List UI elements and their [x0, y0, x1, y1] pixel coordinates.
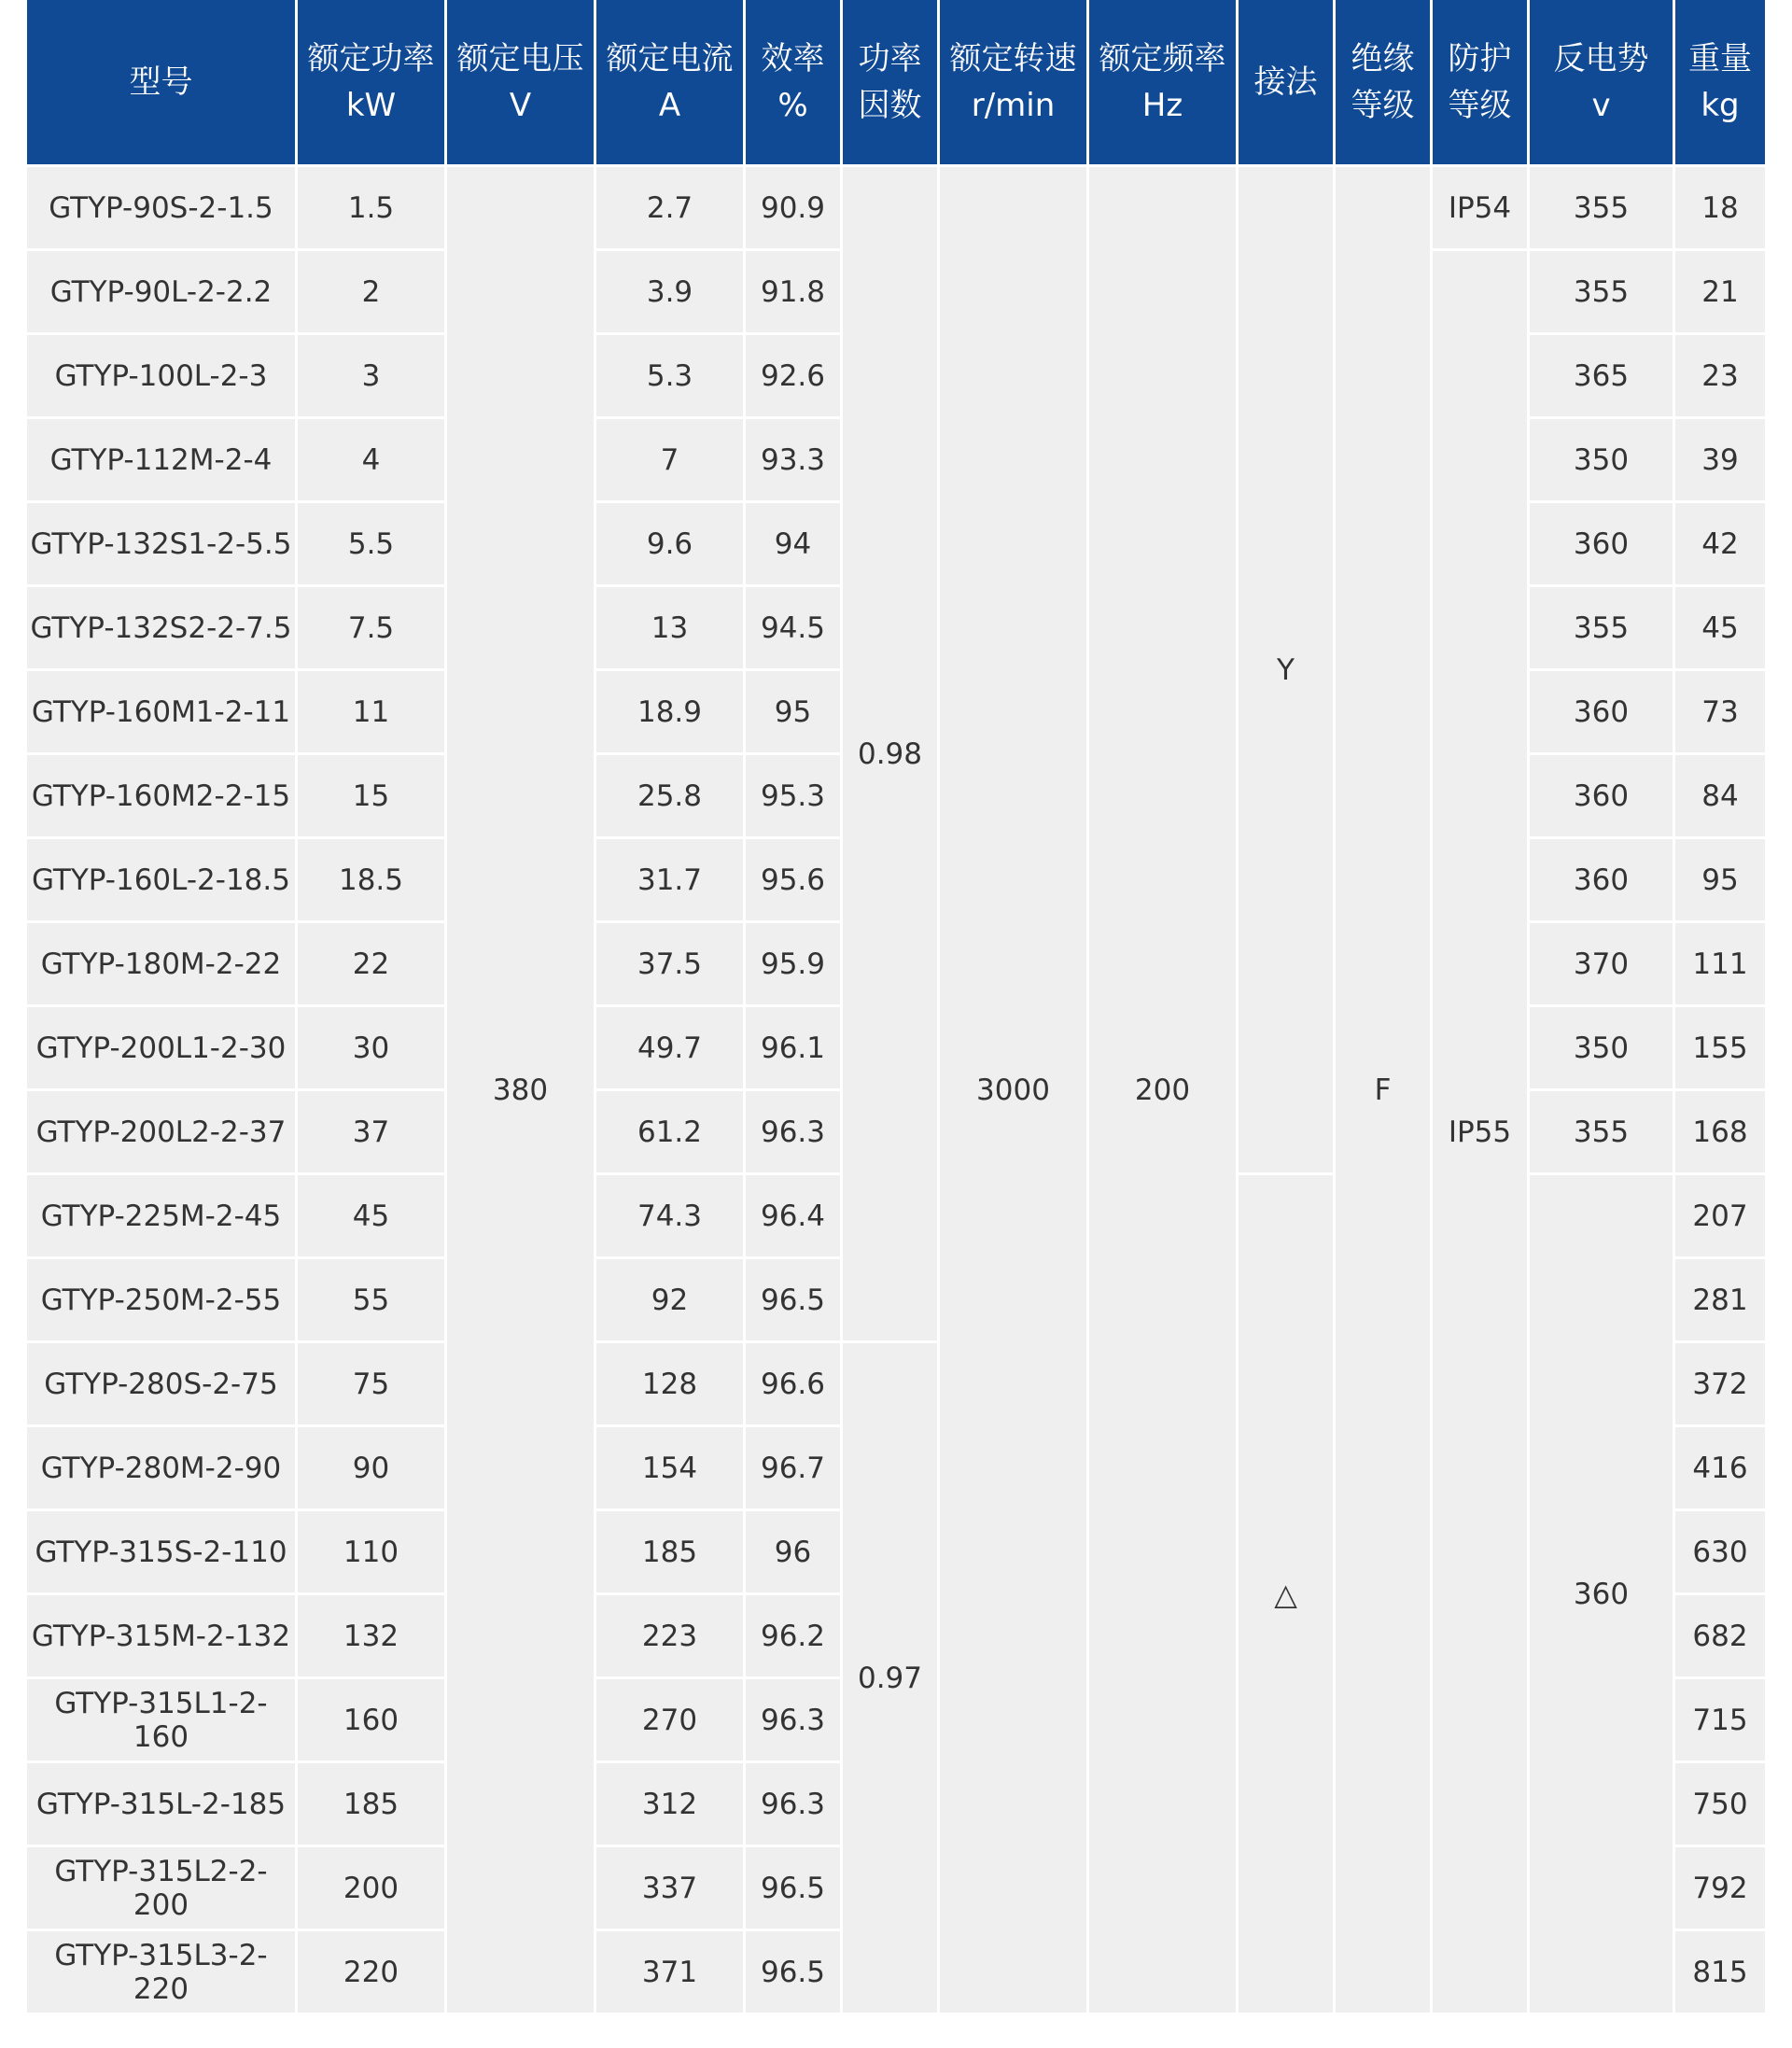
cell-insulation-merged: F — [1336, 164, 1433, 2015]
cell-model: GTYP-315L1-2-160 — [27, 1679, 298, 1763]
cell-power: 75 — [298, 1343, 447, 1427]
cell-back-emf: 355 — [1530, 251, 1675, 335]
cell-model: GTYP-90S-2-1.5 — [27, 164, 298, 251]
cell-efficiency: 96.7 — [746, 1427, 843, 1511]
cell-power: 11 — [298, 671, 447, 755]
cell-efficiency: 91.8 — [746, 251, 843, 335]
cell-weight: 792 — [1675, 1847, 1765, 1931]
header-protection-class: 防护 等级 — [1433, 0, 1530, 164]
cell-model: GTYP-100L-2-3 — [27, 335, 298, 419]
cell-efficiency: 94.5 — [746, 587, 843, 671]
header-rated-frequency: 额定频率 Hz — [1089, 0, 1239, 164]
cell-power: 7.5 — [298, 587, 447, 671]
cell-efficiency: 96.5 — [746, 1847, 843, 1931]
cell-weight: 682 — [1675, 1595, 1765, 1679]
cell-model: GTYP-200L2-2-37 — [27, 1091, 298, 1175]
cell-weight: 84 — [1675, 755, 1765, 839]
header-insulation-class: 绝缘 等级 — [1336, 0, 1433, 164]
cell-weight: 281 — [1675, 1259, 1765, 1343]
cell-weight: 45 — [1675, 587, 1765, 671]
header-connection: 接法 — [1239, 0, 1336, 164]
cell-back-emf: 350 — [1530, 419, 1675, 503]
cell-weight: 111 — [1675, 923, 1765, 1007]
cell-weight: 95 — [1675, 839, 1765, 923]
cell-weight: 815 — [1675, 1931, 1765, 2015]
cell-model: GTYP-200L1-2-30 — [27, 1007, 298, 1091]
header-back-emf: 反电势 v — [1530, 0, 1675, 164]
cell-weight: 155 — [1675, 1007, 1765, 1091]
cell-power: 110 — [298, 1511, 447, 1595]
header-rated-speed: 额定转速 r/min — [940, 0, 1089, 164]
cell-back-emf: 365 — [1530, 335, 1675, 419]
cell-power: 185 — [298, 1763, 447, 1847]
cell-power: 2 — [298, 251, 447, 335]
cell-current: 61.2 — [596, 1091, 746, 1175]
cell-current: 3.9 — [596, 251, 746, 335]
cell-weight: 21 — [1675, 251, 1765, 335]
cell-current: 7 — [596, 419, 746, 503]
cell-model: GTYP-315M-2-132 — [27, 1595, 298, 1679]
cell-current: 13 — [596, 587, 746, 671]
cell-current: 185 — [596, 1511, 746, 1595]
cell-current: 25.8 — [596, 755, 746, 839]
cell-model: GTYP-225M-2-45 — [27, 1175, 298, 1259]
cell-model: GTYP-280M-2-90 — [27, 1427, 298, 1511]
cell-current: 31.7 — [596, 839, 746, 923]
cell-efficiency: 96.4 — [746, 1175, 843, 1259]
cell-power: 3 — [298, 335, 447, 419]
cell-voltage-merged: 380 — [447, 164, 596, 2015]
cell-weight: 750 — [1675, 1763, 1765, 1847]
cell-power: 55 — [298, 1259, 447, 1343]
cell-efficiency: 96.2 — [746, 1595, 843, 1679]
cell-power: 200 — [298, 1847, 447, 1931]
cell-weight: 42 — [1675, 503, 1765, 587]
cell-back-emf: 355 — [1530, 1091, 1675, 1175]
header-efficiency: 效率 % — [746, 0, 843, 164]
cell-model: GTYP-315L3-2-220 — [27, 1931, 298, 2015]
cell-power: 37 — [298, 1091, 447, 1175]
cell-current: 270 — [596, 1679, 746, 1763]
header-row — [27, 0, 1765, 164]
cell-power: 5.5 — [298, 503, 447, 587]
cell-weight: 73 — [1675, 671, 1765, 755]
cell-efficiency: 95 — [746, 671, 843, 755]
header-rated-power: 额定功率 kW — [298, 0, 447, 164]
cell-back-emf-merged: 360 — [1530, 1175, 1675, 2015]
cell-power-factor-merged: 0.97 — [843, 1343, 940, 2015]
cell-model: GTYP-160M1-2-11 — [27, 671, 298, 755]
cell-model: GTYP-160M2-2-15 — [27, 755, 298, 839]
cell-power: 90 — [298, 1427, 447, 1511]
header-model: 型号 — [27, 0, 298, 164]
cell-model: GTYP-132S1-2-5.5 — [27, 503, 298, 587]
cell-connection-merged: Y — [1239, 164, 1336, 1175]
cell-current: 154 — [596, 1427, 746, 1511]
table-row — [27, 164, 1765, 251]
motor-spec-table — [27, 0, 1765, 2015]
cell-model: GTYP-112M-2-4 — [27, 419, 298, 503]
cell-connection-merged: △ — [1239, 1175, 1336, 2015]
cell-power: 4 — [298, 419, 447, 503]
cell-efficiency: 96.1 — [746, 1007, 843, 1091]
cell-model: GTYP-315L2-2-200 — [27, 1847, 298, 1931]
cell-current: 74.3 — [596, 1175, 746, 1259]
cell-model: GTYP-160L-2-18.5 — [27, 839, 298, 923]
cell-protection: IP54 — [1433, 164, 1530, 251]
cell-efficiency: 93.3 — [746, 419, 843, 503]
cell-efficiency: 95.6 — [746, 839, 843, 923]
cell-efficiency: 96.3 — [746, 1091, 843, 1175]
cell-current: 5.3 — [596, 335, 746, 419]
cell-weight: 630 — [1675, 1511, 1765, 1595]
cell-power: 30 — [298, 1007, 447, 1091]
cell-current: 371 — [596, 1931, 746, 2015]
cell-efficiency: 96.3 — [746, 1763, 843, 1847]
cell-power: 220 — [298, 1931, 447, 2015]
cell-current: 312 — [596, 1763, 746, 1847]
cell-power: 45 — [298, 1175, 447, 1259]
cell-power: 160 — [298, 1679, 447, 1763]
cell-efficiency: 96.3 — [746, 1679, 843, 1763]
cell-weight: 372 — [1675, 1343, 1765, 1427]
cell-weight: 416 — [1675, 1427, 1765, 1511]
cell-model: GTYP-315L-2-185 — [27, 1763, 298, 1847]
cell-back-emf: 370 — [1530, 923, 1675, 1007]
cell-current: 92 — [596, 1259, 746, 1343]
cell-efficiency: 96.6 — [746, 1343, 843, 1427]
header-weight: 重量 kg — [1675, 0, 1765, 164]
cell-efficiency: 92.6 — [746, 335, 843, 419]
cell-model: GTYP-180M-2-22 — [27, 923, 298, 1007]
cell-speed-merged: 3000 — [940, 164, 1089, 2015]
cell-power: 22 — [298, 923, 447, 1007]
cell-current: 223 — [596, 1595, 746, 1679]
cell-model: GTYP-250M-2-55 — [27, 1259, 298, 1343]
cell-efficiency: 95.9 — [746, 923, 843, 1007]
cell-power-factor-merged: 0.98 — [843, 164, 940, 1343]
cell-back-emf: 355 — [1530, 587, 1675, 671]
cell-current: 9.6 — [596, 503, 746, 587]
cell-weight: 168 — [1675, 1091, 1765, 1175]
header-power-factor: 功率 因数 — [843, 0, 940, 164]
cell-current: 128 — [596, 1343, 746, 1427]
cell-current: 49.7 — [596, 1007, 746, 1091]
cell-efficiency: 96.5 — [746, 1259, 843, 1343]
cell-weight: 207 — [1675, 1175, 1765, 1259]
cell-back-emf: 355 — [1530, 164, 1675, 251]
cell-efficiency: 95.3 — [746, 755, 843, 839]
cell-back-emf: 360 — [1530, 839, 1675, 923]
cell-current: 37.5 — [596, 923, 746, 1007]
cell-model: GTYP-280S-2-75 — [27, 1343, 298, 1427]
cell-back-emf: 350 — [1530, 1007, 1675, 1091]
cell-power: 1.5 — [298, 164, 447, 251]
cell-model: GTYP-90L-2-2.2 — [27, 251, 298, 335]
header-rated-voltage: 额定电压 V — [447, 0, 596, 164]
cell-current: 337 — [596, 1847, 746, 1931]
cell-efficiency: 90.9 — [746, 164, 843, 251]
cell-weight: 39 — [1675, 419, 1765, 503]
cell-back-emf: 360 — [1530, 755, 1675, 839]
cell-current: 18.9 — [596, 671, 746, 755]
cell-efficiency: 96 — [746, 1511, 843, 1595]
cell-power: 15 — [298, 755, 447, 839]
cell-weight: 715 — [1675, 1679, 1765, 1763]
cell-weight: 18 — [1675, 164, 1765, 251]
cell-back-emf: 360 — [1530, 503, 1675, 587]
cell-protection-merged: IP55 — [1433, 251, 1530, 2015]
cell-efficiency: 94 — [746, 503, 843, 587]
cell-back-emf: 360 — [1530, 671, 1675, 755]
cell-current: 2.7 — [596, 164, 746, 251]
cell-model: GTYP-315S-2-110 — [27, 1511, 298, 1595]
cell-model: GTYP-132S2-2-7.5 — [27, 587, 298, 671]
cell-power: 18.5 — [298, 839, 447, 923]
cell-efficiency: 96.5 — [746, 1931, 843, 2015]
header-rated-current: 额定电流 A — [596, 0, 746, 164]
cell-frequency-merged: 200 — [1089, 164, 1239, 2015]
cell-power: 132 — [298, 1595, 447, 1679]
cell-weight: 23 — [1675, 335, 1765, 419]
